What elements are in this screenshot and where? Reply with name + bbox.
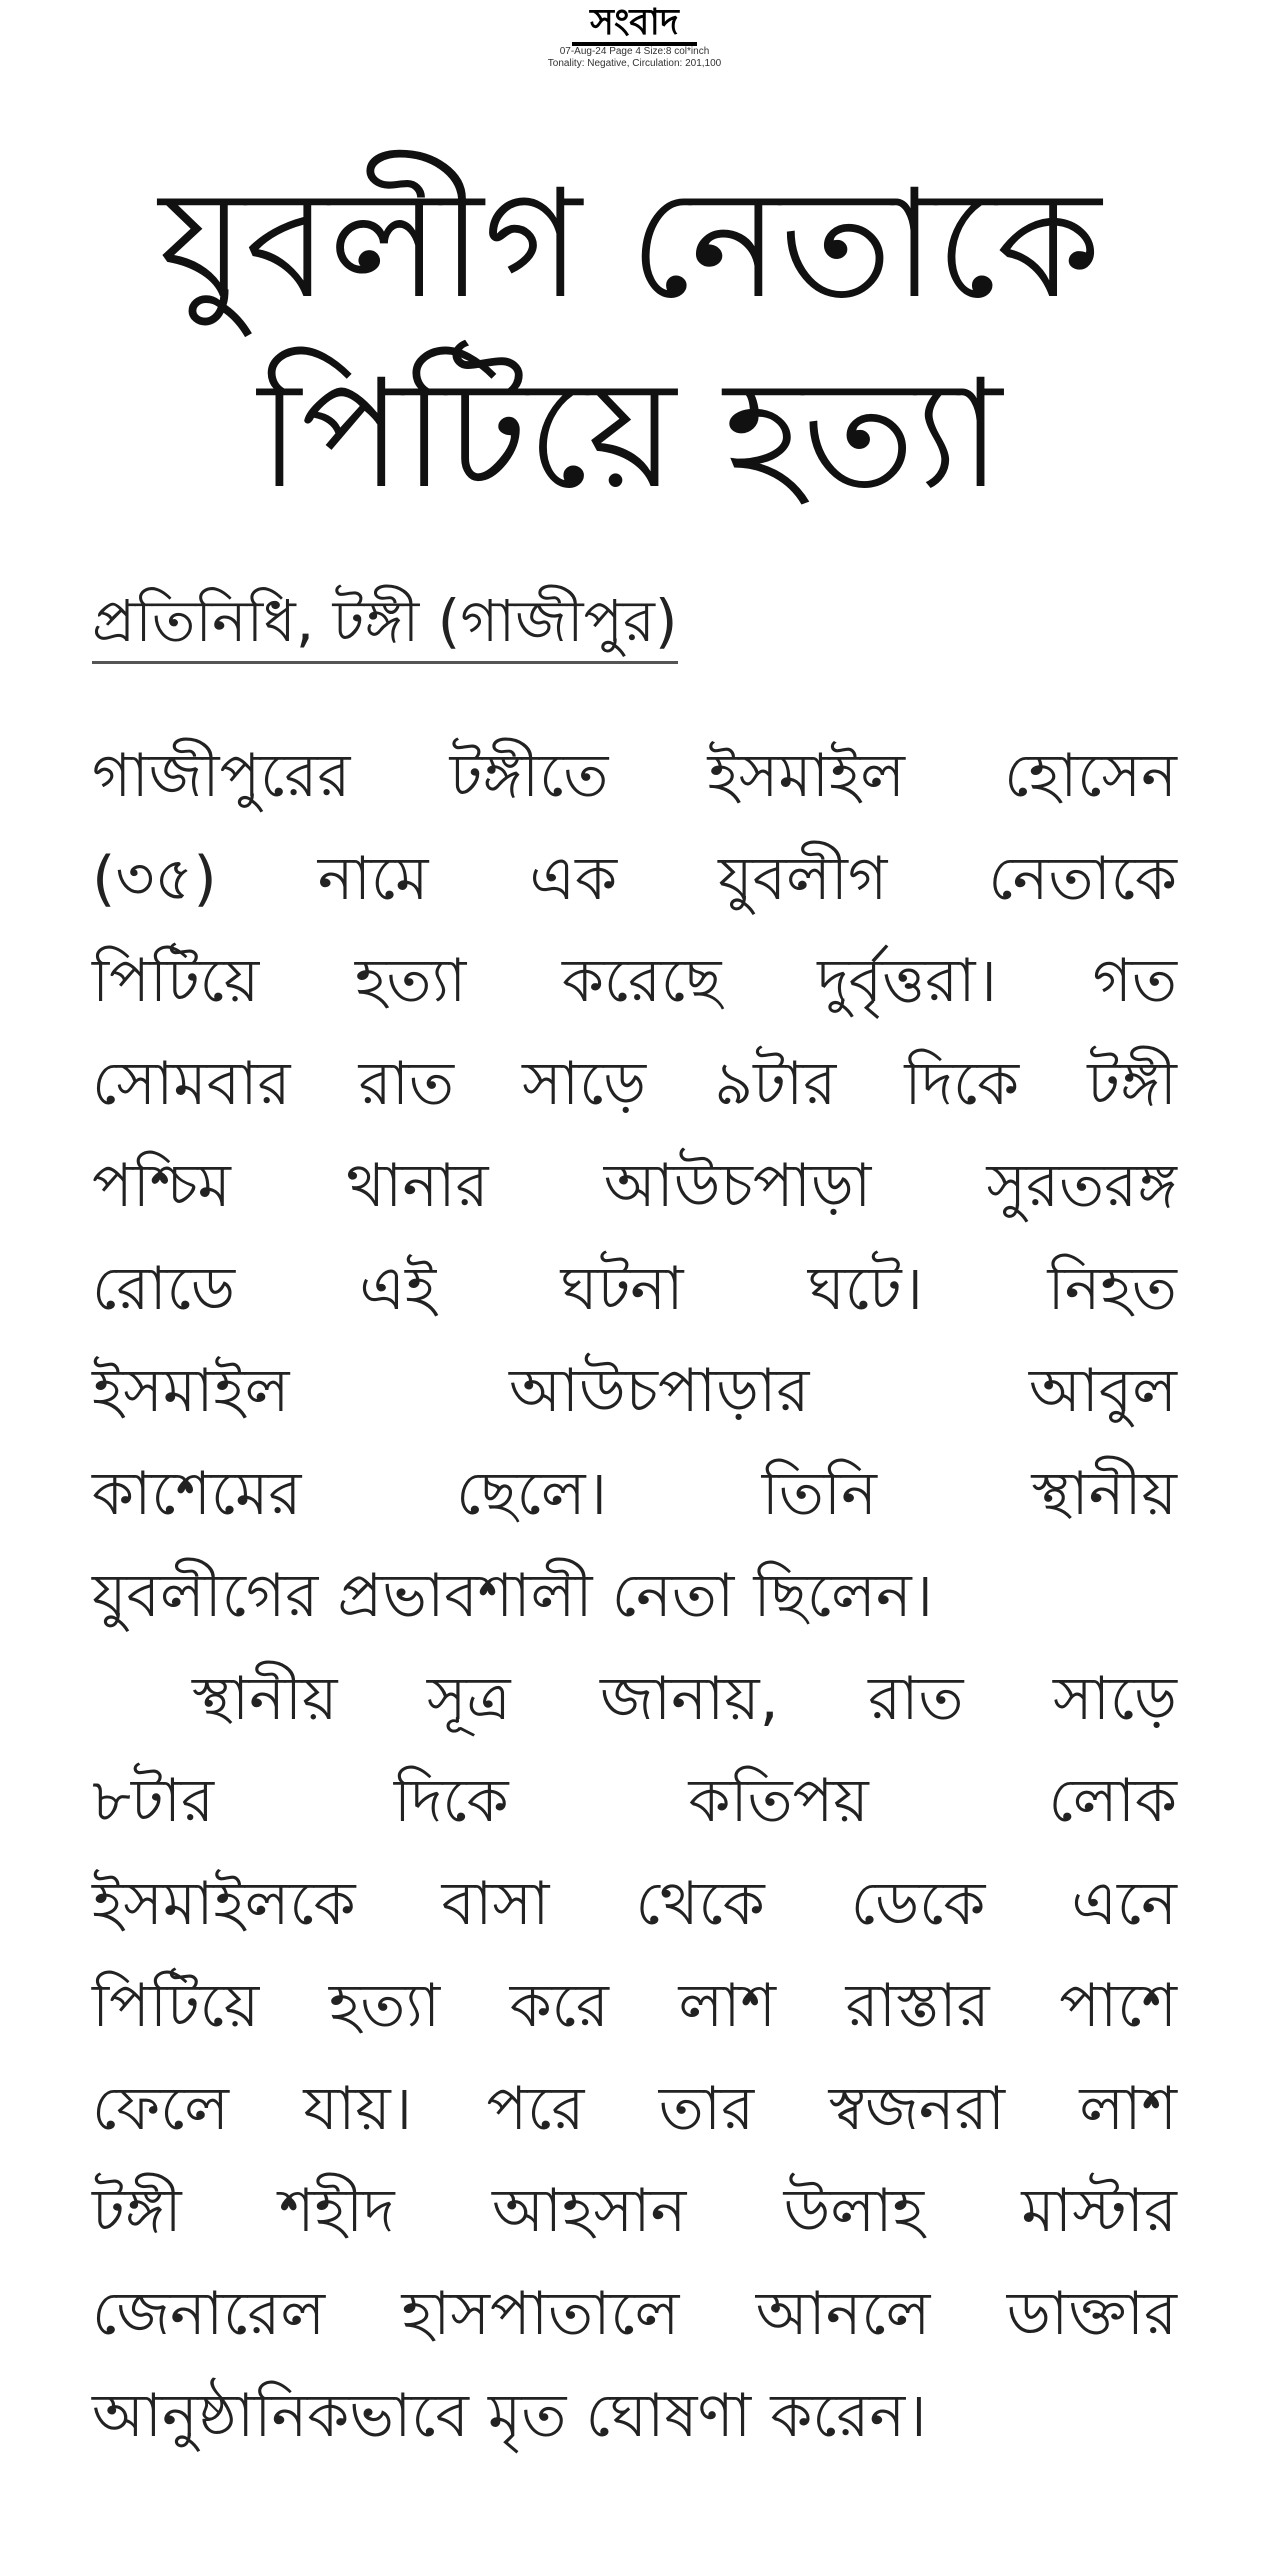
body-word: দিকে [904,1048,1020,1119]
body-word: এনে [1071,1868,1177,1939]
article-byline: প্রতিনিধি, টঙ্গী (গাজীপুর) [92,585,678,664]
body-word: যায়। [303,2073,413,2144]
body-word: ঘোষণা [585,2381,752,2451]
body-word: থেকে [635,1868,765,1939]
headline-line-2: পিটিয়ে হত্যা [257,348,1003,522]
body-line [92,1135,1177,1238]
body-word: রোডে [92,1253,236,1324]
body-word: ডেকে [850,1868,986,1939]
body-line [92,1853,1177,1956]
body-word: সূত্র [426,1663,511,1734]
body-word: পরে [486,2073,585,2144]
body-word: গাজীপুরের [92,741,351,811]
body-word: হাসপাতালে [401,2278,680,2349]
body-word: টঙ্গী [92,2176,182,2246]
body-word: ইসমাইল [92,1356,290,1426]
masthead [0,0,1269,70]
clipping-meta-line-2: Tonality: Negative, Circulation: 201,100 [547,58,722,69]
body-word: আবুল [1028,1356,1177,1426]
body-word: ছিলেন। [753,1561,934,1631]
body-word: টঙ্গী [1087,1048,1177,1119]
body-line [92,1545,1177,1648]
body-word: ছেলে। [456,1458,608,1529]
body-word: দিকে [393,1766,509,1836]
body-word: ঘটে। [807,1253,924,1324]
body-word: তিনি [761,1458,877,1529]
body-line [92,1648,1177,1751]
body-word: আউচপাড়া [603,1151,872,1221]
body-word: ইসমাইল [707,741,905,811]
body-word: বাসা [441,1868,550,1939]
body-line [92,2160,1177,2263]
body-word: উলাহ [783,2176,925,2246]
body-word: ডাক্তার [1006,2278,1177,2349]
body-line [92,1750,1177,1853]
body-word: হোসেন [1004,741,1177,811]
body-word: মৃত [488,2381,567,2451]
body-line [92,828,1177,931]
body-word: (৩৫) [92,843,217,914]
body-word: পিটিয়ে [92,946,260,1016]
body-line [92,1443,1177,1546]
body-word: করেন। [770,2381,927,2451]
body-line [92,2263,1177,2366]
body-word: ইসমাইলকে [92,1868,356,1939]
body-word: রাত [358,1048,455,1119]
body-word: করে [509,1971,609,2041]
body-word: ফেলে [92,2073,230,2144]
body-word: পশ্চিম [92,1151,231,1221]
clipping-meta-line-1: 07-Aug-24 Page 4 Size:8 col*inch [559,46,710,57]
body-word: শহীদ [278,2176,395,2246]
body-word: টঙ্গীতে [449,741,609,811]
article-body [92,725,1177,2468]
body-word: কাশেমের [92,1458,302,1529]
body-word: যুবলীগ [718,843,888,914]
body-line [92,930,1177,1033]
body-word: ৮টার [92,1766,215,1836]
body-line [92,2365,1177,2468]
body-word: থানার [346,1151,489,1221]
body-word: পিটিয়ে [92,1971,260,2041]
body-word: সোমবার [92,1048,291,1119]
body-word: পাশে [1059,1971,1177,2041]
body-word: তার [658,2073,755,2144]
body-word: রাস্তার [845,1971,990,2041]
body-word: লাশ [678,1971,777,2041]
body-word: স্থানীয় [192,1663,338,1734]
body-word: করেছে [561,946,722,1016]
body-line [92,2058,1177,2161]
body-word: আনলে [755,2278,931,2349]
body-word: এই [359,1253,437,1324]
newspaper-logo: সংবাদ [572,2,697,46]
body-word: আনুষ্ঠানিকভাবে [92,2381,469,2451]
body-word: সাড়ে [522,1048,647,1119]
body-word: জানায়, [600,1663,779,1734]
body-word: আহসান [492,2176,687,2246]
body-word: রাত [868,1663,964,1734]
body-word: যুবলীগের [92,1561,319,1631]
article-headline [60,150,1200,530]
body-word: কতিপয় [688,1766,869,1836]
body-line [92,1955,1177,2058]
body-word: নেতাকে [988,843,1177,914]
body-line [92,1340,1177,1443]
body-word: নেতা [611,1561,735,1631]
body-word: দুর্বৃত্তরা। [817,946,997,1016]
body-word: জেনারেল [92,2278,326,2349]
body-word: এক [529,843,618,914]
body-line [92,1238,1177,1341]
body-word: স্বজনরা [828,2073,1005,2144]
body-word: ৯টার [714,1048,837,1119]
body-word: হত্যা [354,946,467,1016]
body-word: হত্যা [328,1971,441,2041]
body-word: নিহত [1047,1253,1177,1324]
body-line [92,1033,1177,1136]
headline-line-1: যুবলীগ নেতাকে [158,158,1102,332]
body-word: লাশ [1079,2073,1177,2144]
body-word: মাস্টার [1021,2176,1177,2246]
body-word: প্রভাবশালী [337,1561,593,1631]
body-line [92,725,1177,828]
body-word: লোক [1048,1766,1177,1836]
body-word: গত [1092,946,1177,1016]
body-word: ঘটনা [560,1253,684,1324]
body-word: স্থানীয় [1031,1458,1177,1529]
body-word: সাড়ে [1053,1663,1177,1734]
body-word: সুরতরঙ্গ [986,1151,1177,1221]
body-word: নামে [317,843,429,914]
body-word: আউচপাড়ার [508,1356,810,1426]
